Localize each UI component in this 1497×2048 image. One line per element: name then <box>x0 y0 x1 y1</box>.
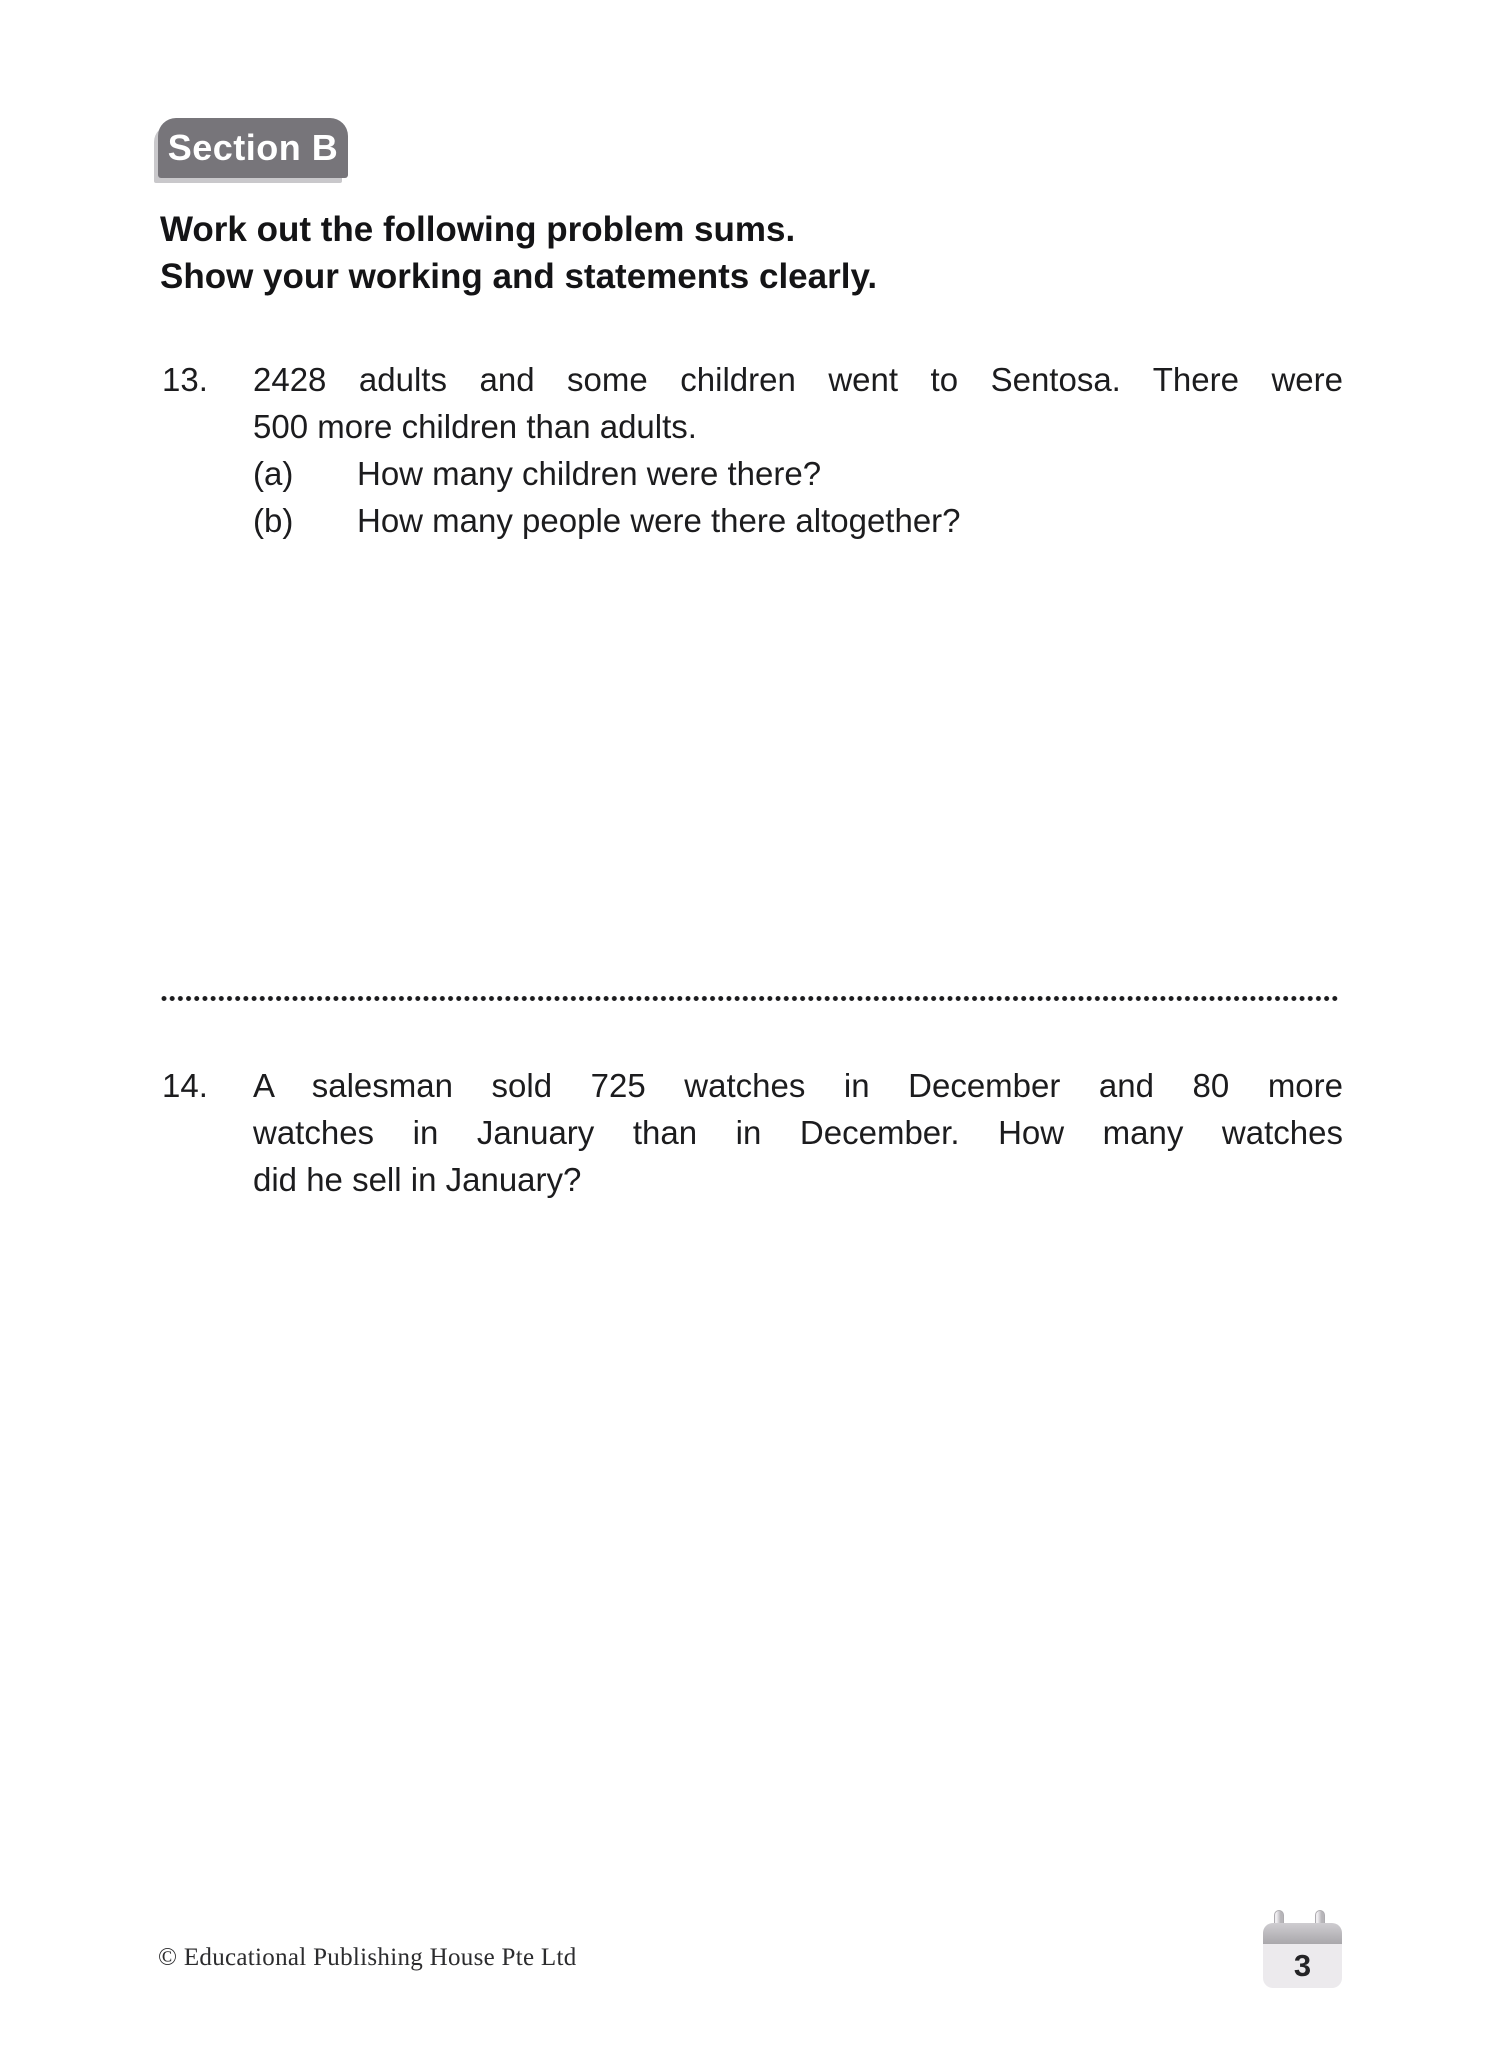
calendar-top-bar <box>1263 1923 1342 1944</box>
instructions-line-1: Work out the following problem sums. <box>160 210 796 249</box>
question-14-text-line-2: watches in January than in December. How many watches <box>253 1114 1343 1151</box>
question-14-text-line-1: A salesman sold 725 watches in December and 80 more <box>253 1067 1343 1104</box>
question-13 <box>162 356 1343 544</box>
instructions-block <box>160 206 1260 300</box>
instructions-line-2: Show your working and statements clearly. <box>160 257 878 296</box>
question-14-text-line-3: did he sell in January? <box>253 1161 582 1198</box>
question-13-text-line-2: 500 more children than adults. <box>253 408 697 445</box>
question-14-number: 14. <box>162 1067 208 1104</box>
question-13-part-a <box>253 450 1343 497</box>
part-b-text: How many people were there altogether? <box>357 502 961 539</box>
dotted-divider <box>160 994 1340 1003</box>
section-header-badge <box>158 118 348 178</box>
part-a-text: How many children were there? <box>357 455 822 492</box>
calendar-body <box>1263 1944 1342 1988</box>
question-13-parts <box>253 450 1343 544</box>
question-14 <box>162 1062 1343 1203</box>
page-number-calendar-icon <box>1263 1910 1342 1988</box>
question-13-number: 13. <box>162 361 208 398</box>
page-number: 3 <box>1293 1948 1312 1983</box>
question-13-text-line-1: 2428 adults and some children went to Sentosa. There were <box>253 361 1343 398</box>
section-header-label: Section B <box>167 127 339 168</box>
part-a-label: (a) <box>253 455 294 492</box>
footer-copyright: © Educational Publishing House Pte Ltd <box>158 1944 577 1971</box>
part-b-label: (b) <box>253 502 294 539</box>
question-13-part-b <box>253 497 1343 544</box>
